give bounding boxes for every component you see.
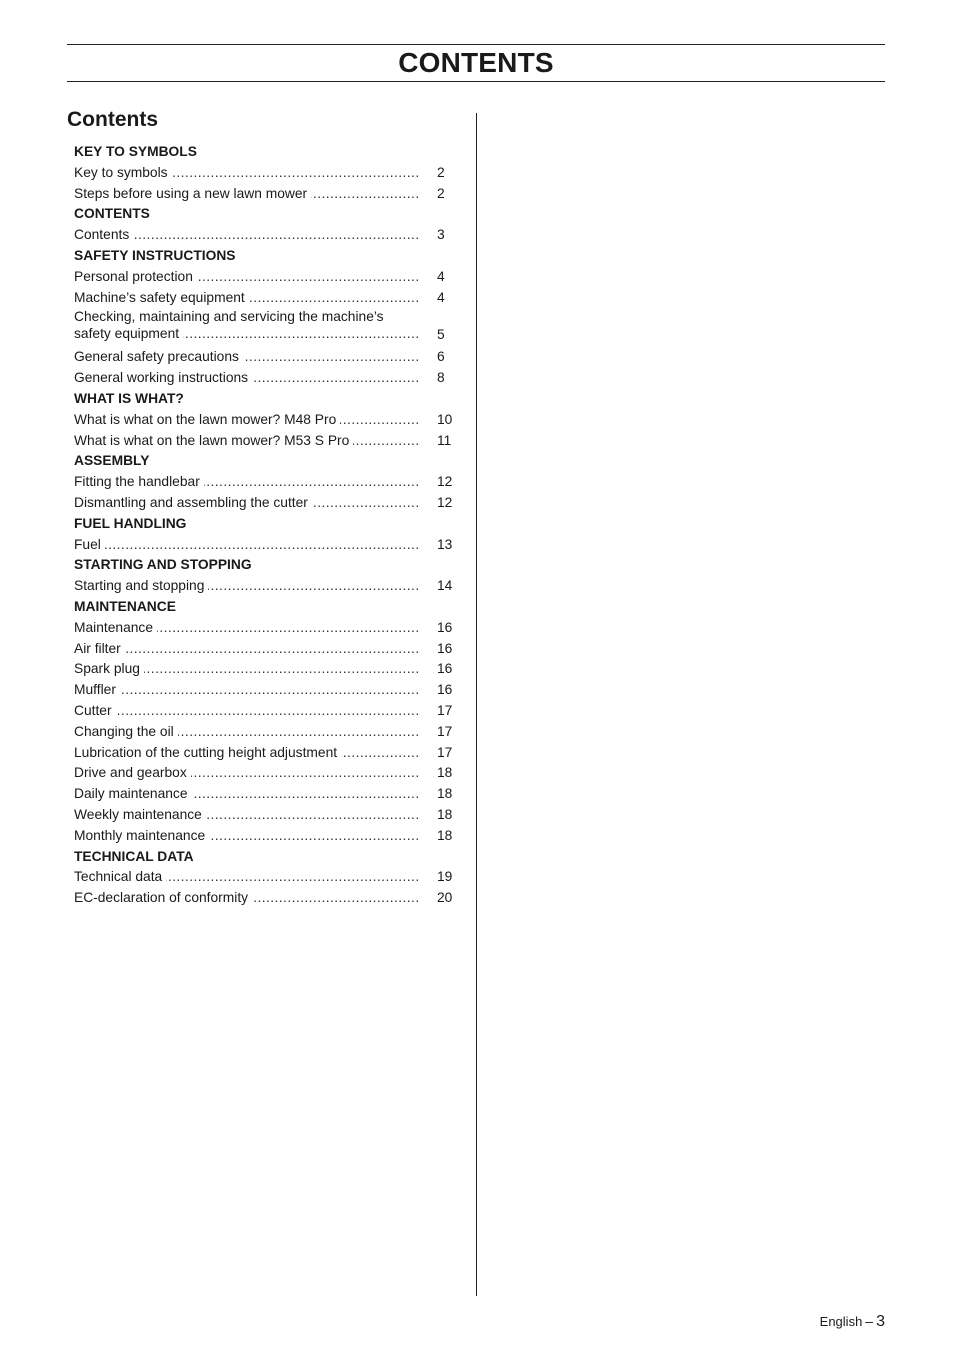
toc-entry[interactable]: [74, 826, 459, 847]
toc-entry[interactable]: [74, 431, 459, 452]
toc-entry-page: 18: [437, 765, 453, 781]
toc-entry-page: 11: [437, 432, 452, 448]
toc-entry-page: 12: [437, 494, 453, 510]
toc-entry-page: 5: [437, 327, 445, 343]
toc-entry-title: [74, 493, 420, 514]
toc-entry-title: [74, 184, 420, 205]
footer-language: English: [819, 1314, 863, 1329]
toc-entry[interactable]: [74, 410, 459, 431]
toc-entry-label: safety equipment: [74, 326, 183, 341]
toc-entry-title: [74, 888, 420, 909]
toc-entry-page: 19: [437, 869, 453, 885]
toc-entry-title: [74, 368, 420, 389]
toc-entry-label: Personal protection: [74, 269, 197, 284]
toc-entry[interactable]: [74, 680, 459, 701]
toc-entry-title: [74, 826, 420, 847]
toc-entry[interactable]: [74, 535, 459, 556]
toc-entry[interactable]: [74, 163, 459, 184]
toc-entry-page: 4: [437, 289, 445, 305]
toc-entry-label: Contents: [74, 227, 133, 242]
toc-entry-title: [74, 784, 420, 805]
toc-entry-page: 16: [437, 661, 453, 677]
toc-entry-label: Fuel: [74, 537, 105, 552]
toc-entry[interactable]: [74, 267, 459, 288]
section-heading: Contents: [67, 108, 158, 131]
toc-entry[interactable]: [74, 639, 459, 660]
toc-section-heading: STARTING AND STOPPING: [74, 557, 252, 573]
toc-section-heading: WHAT IS WHAT?: [74, 390, 184, 406]
toc-entry-label: Air filter: [74, 641, 125, 656]
toc-entry-title: [74, 163, 420, 184]
toc-section-heading: CONTENTS: [74, 206, 150, 222]
page-footer: [820, 1310, 885, 1333]
toc-entry-page: 14: [437, 578, 453, 594]
toc-entry-label-line2: [74, 325, 420, 342]
toc-entry-label: Monthly maintenance: [74, 828, 209, 843]
toc-entry-label: General safety precautions: [74, 349, 243, 364]
toc-entry[interactable]: [74, 472, 459, 493]
toc-entry-title: [74, 472, 420, 493]
toc-entry-page: 16: [437, 619, 453, 635]
toc-entry[interactable]: [74, 763, 459, 784]
toc-entry-label: Steps before using a new lawn mower: [74, 186, 311, 201]
header-rule-bottom: [67, 81, 885, 82]
toc-entry-page: 17: [437, 744, 453, 760]
toc-entry-label: Machine’s safety equipment: [74, 290, 249, 305]
toc-entry-page: 8: [437, 370, 445, 386]
toc-entry-page: 20: [437, 890, 453, 906]
toc-entry-label: Lubrication of the cutting height adjustment: [74, 745, 341, 760]
toc-entry[interactable]: [74, 784, 459, 805]
toc-section-heading: KEY TO SYMBOLS: [74, 144, 197, 159]
header-rule-top: [67, 44, 885, 45]
toc-entry-label: What is what on the lawn mower? M48 Pro: [74, 412, 340, 427]
toc-entry[interactable]: [74, 576, 459, 597]
toc-section-heading: SAFETY INSTRUCTIONS: [74, 247, 236, 263]
toc-entry-title: [74, 743, 420, 764]
page-title: CONTENTS: [398, 47, 554, 78]
toc-entry[interactable]: [74, 867, 459, 888]
toc-entry-label: Maintenance: [74, 620, 157, 635]
toc-entry[interactable]: [74, 743, 459, 764]
toc-entry-title: [74, 805, 420, 826]
toc-entry-label-line1: Checking, maintaining and servicing the machine’s: [74, 308, 420, 325]
toc-entry[interactable]: [74, 225, 459, 246]
toc-entry-page: 4: [437, 268, 445, 284]
toc-entry-title: [74, 576, 420, 597]
toc-section-heading: FUEL HANDLING: [74, 515, 187, 531]
toc-entry-label: EC-declaration of conformity: [74, 890, 252, 905]
toc-entry[interactable]: [74, 701, 459, 722]
toc-entry-page: 16: [437, 640, 453, 656]
toc-entry-title: [74, 410, 420, 431]
toc-entry-title: [74, 763, 420, 784]
footer-page-number: 3: [876, 1313, 885, 1330]
toc-section-heading: MAINTENANCE: [74, 598, 176, 614]
toc-entry-page: 13: [437, 536, 453, 552]
toc-entry-title: [74, 618, 420, 639]
toc-entry-page: 17: [437, 702, 453, 718]
toc-entry[interactable]: [74, 184, 459, 205]
toc-entry-label: Key to symbols: [74, 165, 172, 180]
toc-entry-label: Fitting the handlebar: [74, 474, 204, 489]
toc-entry-title: [74, 288, 420, 309]
toc-entry-page: 18: [437, 806, 453, 822]
toc-entry-title: [74, 347, 420, 368]
toc-entry-page: 16: [437, 682, 453, 698]
toc-entry-title: [74, 535, 420, 556]
toc-section-heading: TECHNICAL DATA: [74, 848, 194, 864]
toc-entry-label: Technical data: [74, 869, 166, 884]
toc-entry[interactable]: [74, 805, 459, 826]
toc-entry[interactable]: [74, 288, 459, 309]
toc-entry-title: [74, 680, 420, 701]
toc-entry-label: Changing the oil: [74, 724, 178, 739]
toc-entry-page: 2: [437, 164, 445, 180]
table-of-contents: [74, 142, 459, 909]
toc-entry-page: 3: [437, 227, 445, 243]
toc-entry[interactable]: [74, 618, 459, 639]
toc-entry-label: Muffler: [74, 682, 120, 697]
toc-section-heading: ASSEMBLY: [74, 453, 150, 469]
toc-entry-title: [74, 701, 420, 722]
toc-entry-page: 17: [437, 723, 453, 739]
toc-entry-title: [74, 867, 420, 888]
toc-entry-label: Dismantling and assembling the cutter: [74, 495, 312, 510]
toc-entry-title: [74, 659, 420, 680]
toc-entry-page: 12: [437, 474, 453, 490]
toc-entry-label: Starting and stopping: [74, 578, 208, 593]
toc-entry-label: Daily maintenance: [74, 786, 192, 801]
toc-entry-page: 10: [437, 411, 453, 427]
toc-entry-page: 18: [437, 827, 453, 843]
toc-entry[interactable]: [74, 493, 459, 514]
toc-entry-title: [74, 722, 420, 743]
toc-entry-title: [74, 639, 420, 660]
toc-entry-label: Cutter: [74, 703, 116, 718]
toc-entry[interactable]: [74, 368, 459, 389]
toc-entry[interactable]: [74, 347, 459, 368]
toc-entry[interactable]: [74, 659, 459, 680]
toc-entry-page: 18: [437, 786, 453, 802]
toc-entry-label: Spark plug: [74, 661, 144, 676]
toc-entry-page: 2: [437, 185, 445, 201]
toc-entry-label: Drive and gearbox: [74, 765, 191, 780]
toc-entry-page: 6: [437, 349, 445, 365]
toc-entry-label: Weekly maintenance: [74, 807, 206, 822]
toc-entry[interactable]: [74, 888, 459, 909]
footer-separator: –: [865, 1313, 874, 1329]
toc-entry[interactable]: [74, 308, 459, 347]
toc-entry-title: [74, 267, 420, 288]
toc-entry-title: [74, 431, 420, 452]
toc-entry-title: [74, 225, 420, 246]
toc-entry-title: [74, 308, 420, 346]
toc-entry-label: What is what on the lawn mower? M53 S Pro: [74, 433, 353, 448]
column-divider: [476, 113, 477, 1296]
toc-entry-label: General working instructions: [74, 370, 252, 385]
toc-entry[interactable]: [74, 722, 459, 743]
